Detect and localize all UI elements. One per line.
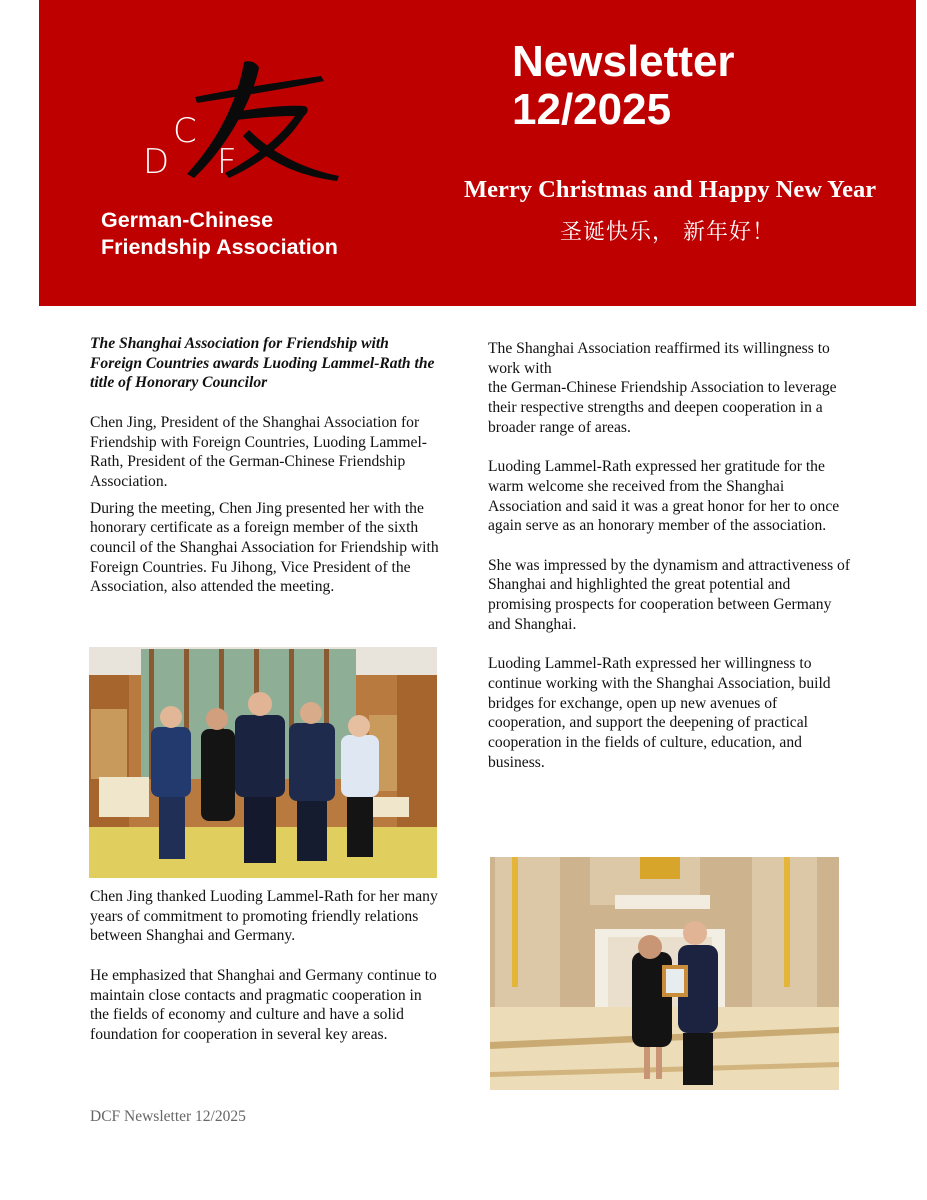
paragraph: Chen Jing, President of the Shanghai Association for Friendship with Foreign Countries, Luoding Lammel-Rath, President of the German-Chinese Friendship Association.	[90, 413, 427, 490]
paragraph: the German-Chinese Friendship Association to leverage their respective strengths and deepen cooperation in a broader range of areas.	[488, 379, 837, 436]
article-headline: The Shanghai Association for Friendship with Foreign Countries awards Luoding Lammel-Rath the title of Honorary Councilor	[90, 335, 435, 392]
logo-letter-f: F	[217, 142, 237, 182]
newsletter-issue: 12/2025	[512, 85, 672, 134]
left-column-continued	[90, 887, 440, 1045]
logo-letter-d: D	[143, 142, 170, 182]
certificate-photo	[490, 857, 839, 1090]
association-name-line1: German-Chinese	[101, 208, 274, 232]
group-photo-image	[89, 647, 437, 878]
paragraph: Luoding Lammel-Rath expressed her gratitude for the warm welcome she received from the Shanghai Association and said it was a great honor for her to once again serve as an honorary member of the association.	[488, 458, 840, 535]
dcf-logo	[99, 50, 359, 190]
group-photo	[89, 647, 437, 878]
association-name-line2: Friendship Association	[101, 235, 338, 259]
paragraph: Chen Jing thanked Luoding Lammel-Rath for her many years of commitment to promoting friendly relations between Shanghai and Germany.	[90, 888, 438, 945]
paragraph: Luoding Lammel-Rath expressed her willingness to continue working with the Shanghai Association, build bridges for exchange, open up new avenues of cooperation, and support the deepening of practical cooperation in the fields of culture, education, and business.	[488, 655, 831, 771]
page-footer: DCF Newsletter 12/2025	[90, 1108, 246, 1125]
left-column	[90, 334, 440, 597]
newsletter-title	[512, 38, 735, 134]
paragraph-line: The Shanghai Association reaffirmed its willingness to work with	[488, 340, 830, 377]
greeting-english: Merry Christmas and Happy New Year	[464, 176, 877, 203]
association-name	[101, 207, 338, 261]
paragraph: He emphasized that Shanghai and Germany continue to maintain close contacts and pragmatic cooperation in the fields of economy and culture and have a solid foundation for cooperation in several key areas.	[90, 966, 437, 1043]
logo-letter-c: C	[173, 111, 197, 151]
greeting-chinese: 圣诞快乐， 新年好！	[560, 220, 775, 245]
paragraph: During the meeting, Chen Jing presented her with the honorary certificate as a foreign member of the sixth council of the Shanghai Association for Friendship with Foreign Countries. Fu Jihong, Vice President of the Association, also attended the meeting.	[90, 499, 439, 596]
right-column	[488, 339, 853, 772]
certificate-photo-image	[490, 857, 839, 1090]
paragraph: She was impressed by the dynamism and attractiveness of Shanghai and highlighted the great potential and promising prospects for cooperation between Germany and Shanghai.	[488, 556, 851, 633]
newsletter-title-line1: Newsletter	[512, 37, 735, 86]
